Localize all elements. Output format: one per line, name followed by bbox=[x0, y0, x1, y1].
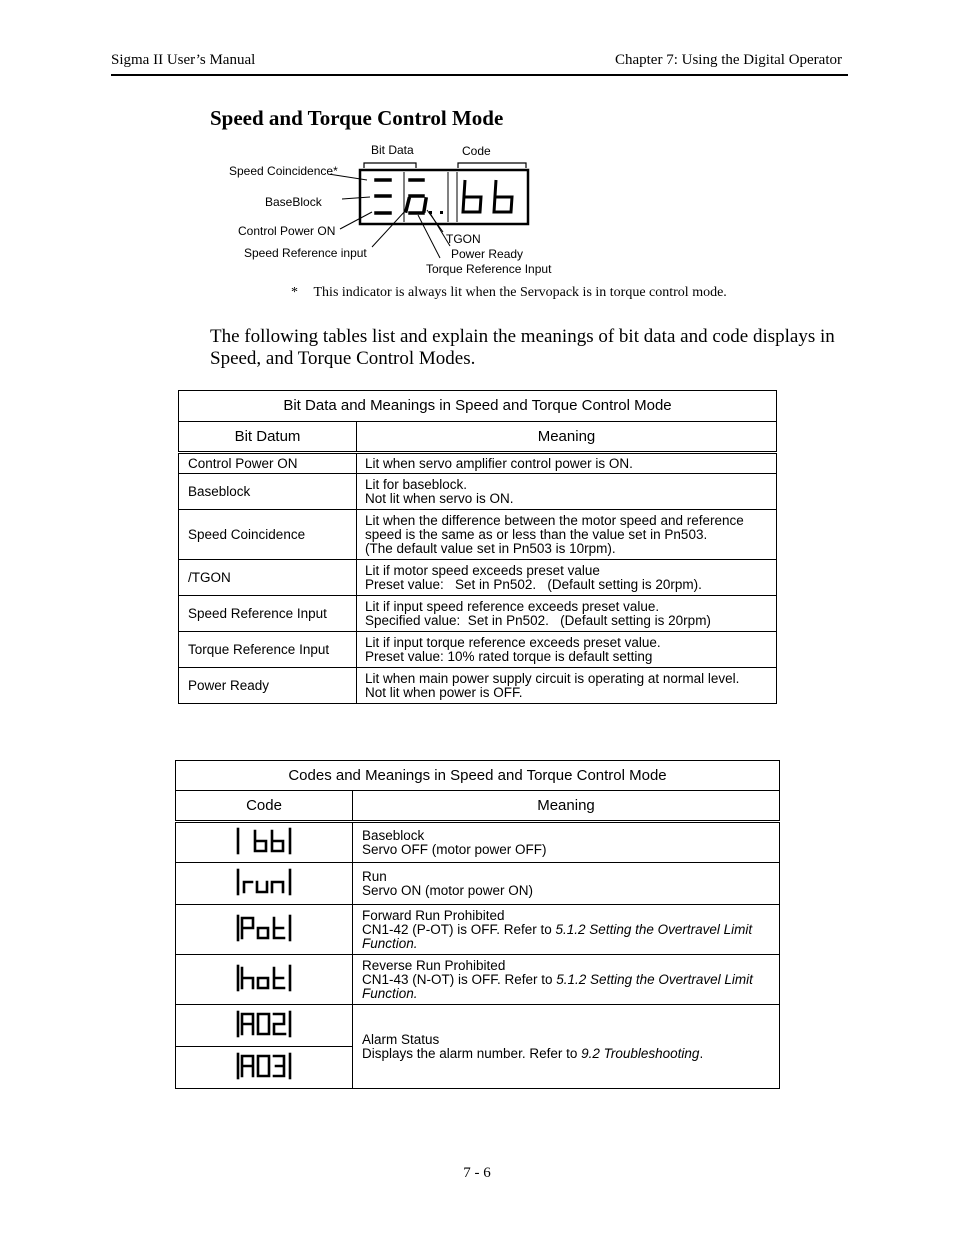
code-meaning bbox=[353, 905, 780, 955]
code-meaning bbox=[353, 1005, 780, 1089]
code-title: Alarm Status bbox=[362, 1031, 440, 1047]
pointer-speed-coincidence bbox=[330, 173, 367, 180]
meaning-line: Lit if motor speed exceeds preset value bbox=[365, 562, 600, 578]
bit-meaning bbox=[357, 510, 777, 560]
bit-datum: Torque Reference Input bbox=[179, 632, 357, 668]
footnote bbox=[291, 285, 727, 301]
code-cell bbox=[176, 905, 353, 955]
bit-table-caption: Bit Data and Meanings in Speed and Torque Control Mode bbox=[179, 391, 777, 422]
code-table-header-meaning: Meaning bbox=[353, 791, 780, 822]
code-meaning bbox=[353, 955, 780, 1005]
code-desc: Displays the alarm number. Refer to bbox=[362, 1045, 582, 1061]
table-row bbox=[179, 474, 777, 510]
section-title: Speed and Torque Control Mode bbox=[210, 106, 504, 130]
code-cell bbox=[176, 1005, 353, 1047]
bit-meaning bbox=[357, 596, 777, 632]
meaning-line: Preset value: Set in Pn502. (Default setting is 20rpm). bbox=[365, 576, 702, 592]
code-desc: Servo ON (motor power ON) bbox=[362, 882, 534, 898]
intro-paragraph: The following tables list and explain the meanings of bit data and code displays in Speed, and Torque Control Modes. bbox=[210, 326, 835, 369]
table-row bbox=[179, 453, 777, 474]
code-a03-display bbox=[235, 1052, 293, 1080]
code-title: Forward Run Prohibited bbox=[362, 907, 505, 923]
pointer-control-power-on bbox=[340, 212, 372, 229]
header-chapter: Chapter 7: Using the Digital Operator bbox=[614, 52, 842, 68]
table-row bbox=[176, 822, 780, 863]
meaning-line: (The default value set in Pn503 is 10rpm). bbox=[365, 540, 616, 556]
code-meaning bbox=[353, 863, 780, 905]
meaning-line: Specified value: Set in Pn502. (Default setting is 20rpm) bbox=[365, 612, 711, 628]
table-row bbox=[176, 863, 780, 905]
seg-tgon bbox=[424, 199, 426, 211]
table-row bbox=[179, 560, 777, 596]
code-cell bbox=[176, 955, 353, 1005]
code-bb-display bbox=[235, 827, 293, 855]
seg-speed-reference bbox=[406, 199, 409, 211]
bit-datum: /TGON bbox=[179, 560, 357, 596]
code-desc: CN1-43 (N-OT) is OFF. Refer to bbox=[362, 971, 557, 987]
label-bit-data: Bit Data bbox=[371, 143, 414, 157]
code-reference-link[interactable]: 9.2 Troubleshooting bbox=[581, 1045, 700, 1061]
bit-datum: Power Ready bbox=[179, 668, 357, 704]
label-control-power-on: Control Power ON bbox=[238, 224, 336, 238]
code-not-display bbox=[235, 964, 293, 992]
header-manual-title: Sigma II User’s Manual bbox=[111, 52, 256, 68]
page-number: 7 - 6 bbox=[463, 1165, 491, 1181]
meaning-line: Lit when servo amplifier control power is ON. bbox=[365, 455, 633, 471]
code-reference-link[interactable]: 5.1.2 Setting the Overtravel Limit bbox=[555, 921, 753, 937]
code-desc-line bbox=[362, 1047, 779, 1061]
code-title: Reverse Run Prohibited bbox=[362, 957, 506, 973]
bit-meaning bbox=[357, 453, 777, 474]
meaning-line: Lit for baseblock. bbox=[365, 476, 468, 492]
meaning-line: Preset value: 10% rated torque is default setting bbox=[365, 648, 653, 664]
bit-datum: Speed Reference Input bbox=[179, 596, 357, 632]
code-digits-bb bbox=[463, 180, 512, 212]
code-table bbox=[175, 760, 780, 1089]
label-speed-coincidence: Speed Coincidence* bbox=[229, 164, 338, 178]
bit-table-header-meaning: Meaning bbox=[357, 422, 777, 453]
code-table-caption: Codes and Meanings in Speed and Torque Control Mode bbox=[176, 761, 780, 791]
meaning-line: speed is the same as or less than the value set in Pn503. bbox=[365, 526, 708, 542]
pointer-power-ready bbox=[430, 213, 450, 246]
footnote-text: This indicator is always lit when the Servopack is in torque control mode. bbox=[313, 285, 727, 300]
status-display-diagram bbox=[330, 150, 540, 270]
table-row bbox=[179, 596, 777, 632]
code-title: Baseblock bbox=[362, 827, 425, 843]
code-pot-display bbox=[235, 914, 293, 942]
code-cell bbox=[176, 863, 353, 905]
meaning-line: Not lit when servo is ON. bbox=[365, 490, 514, 506]
table-row bbox=[176, 955, 780, 1005]
bit-data-bracket bbox=[364, 163, 416, 168]
label-code: Code bbox=[462, 144, 491, 158]
bit-data-table bbox=[178, 390, 777, 704]
label-speed-reference-input: Speed Reference input bbox=[244, 246, 367, 260]
code-bracket bbox=[458, 163, 526, 168]
code-reference-tail: Function. bbox=[362, 935, 418, 951]
meaning-line: Not lit when power is OFF. bbox=[365, 684, 523, 700]
bit-meaning bbox=[357, 560, 777, 596]
code-desc-line bbox=[362, 923, 779, 937]
pointer-baseblock bbox=[342, 197, 370, 199]
code-cell bbox=[176, 1047, 353, 1089]
code-a02-display bbox=[235, 1010, 293, 1038]
table-row bbox=[176, 905, 780, 955]
code-desc: CN1-42 (P-OT) is OFF. Refer to bbox=[362, 921, 556, 937]
code-table-header-code: Code bbox=[176, 791, 353, 822]
code-meaning bbox=[353, 822, 780, 863]
footnote-mark: * bbox=[291, 285, 298, 300]
meaning-line: Lit when main power supply circuit is operating at normal level. bbox=[365, 670, 740, 686]
dot-torque-reference bbox=[440, 211, 443, 214]
table-row bbox=[179, 510, 777, 560]
code-desc: Servo OFF (motor power OFF) bbox=[362, 841, 547, 857]
pointer-torque-reference bbox=[418, 215, 440, 258]
header-rule bbox=[111, 74, 848, 76]
bit-table-header-datum: Bit Datum bbox=[179, 422, 357, 453]
table-row bbox=[179, 668, 777, 704]
meaning-line: Lit if input torque reference exceeds preset value. bbox=[365, 634, 661, 650]
bit-meaning bbox=[357, 668, 777, 704]
pointer-speed-reference bbox=[372, 210, 406, 247]
bit-meaning bbox=[357, 474, 777, 510]
code-desc-line bbox=[362, 973, 779, 987]
code-title: Run bbox=[362, 868, 387, 884]
code-reference-tail: Function. bbox=[362, 985, 418, 1001]
table-row bbox=[176, 1005, 780, 1047]
bit-datum: Speed Coincidence bbox=[179, 510, 357, 560]
code-desc-end: . bbox=[699, 1045, 704, 1061]
label-power-ready: Power Ready bbox=[451, 247, 524, 261]
bit-datum: Control Power ON bbox=[179, 453, 357, 474]
label-torque-reference-input: Torque Reference Input bbox=[426, 262, 552, 276]
table-row bbox=[179, 632, 777, 668]
label-tgon: TGON bbox=[446, 232, 481, 246]
label-baseblock: BaseBlock bbox=[265, 195, 322, 209]
meaning-line: Lit when the difference between the motor speed and reference bbox=[365, 512, 744, 528]
bit-meaning bbox=[357, 632, 777, 668]
meaning-line: Lit if input speed reference exceeds preset value. bbox=[365, 598, 660, 614]
code-reference-link[interactable]: 5.1.2 Setting the Overtravel Limit bbox=[556, 971, 753, 987]
bit-datum: Baseblock bbox=[179, 474, 357, 510]
code-cell bbox=[176, 822, 353, 863]
code-run-display bbox=[235, 868, 293, 896]
